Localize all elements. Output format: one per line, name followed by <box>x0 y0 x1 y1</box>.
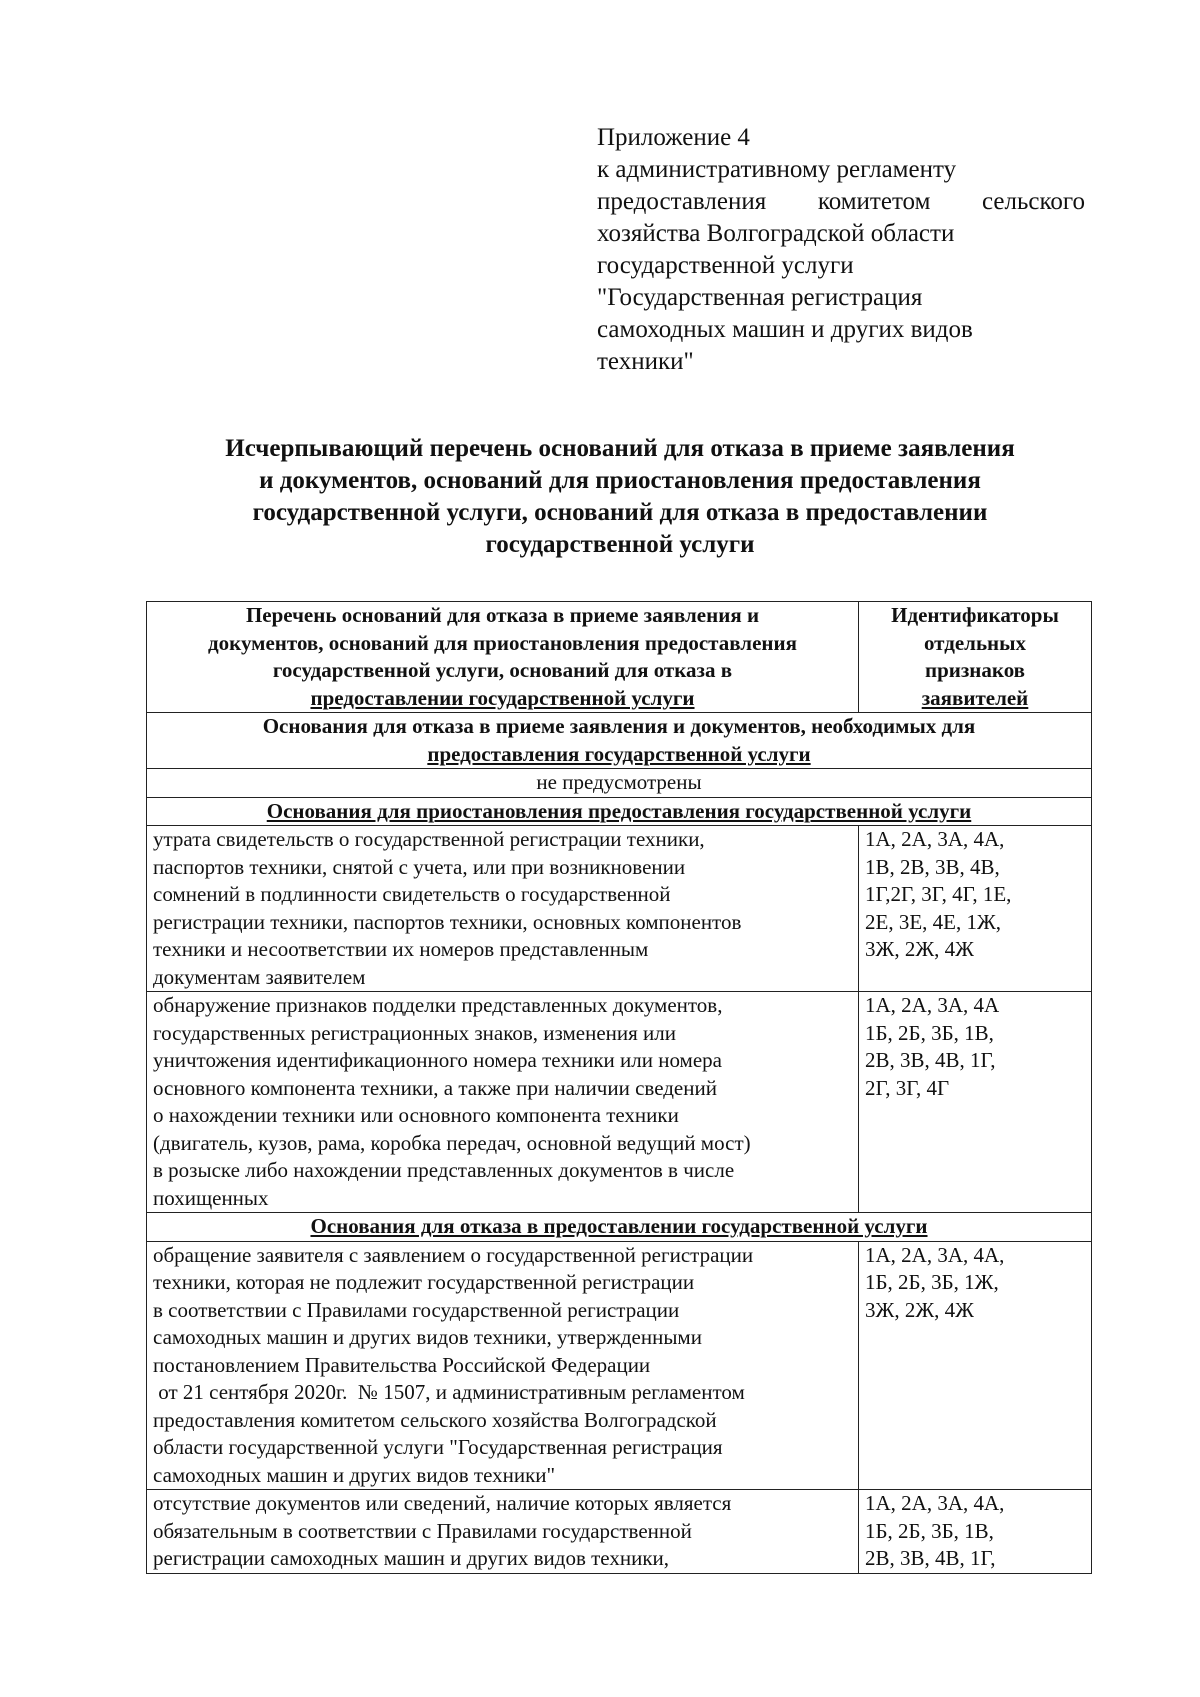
id-line: 1Б, 2Б, 3Б, 1В, <box>865 1518 994 1543</box>
id-line: 3Ж, 2Ж, 4Ж <box>865 937 974 961</box>
id-line: 1А, 2А, 3А, 4А, <box>865 827 1005 851</box>
text-line: о нахождении техники или основного компонента техники <box>153 1103 679 1127</box>
text-line: основного компонента техники, а также при наличии сведений <box>153 1075 717 1100</box>
id-line: 2Е, 3Е, 4Е, 1Ж, <box>865 909 1002 934</box>
appendix-line: "Государственная регистрация <box>597 284 923 311</box>
text-line: в соответствии с Правилами государственной регистрации <box>153 1297 680 1322</box>
section-line: предоставления государственной услуги <box>427 741 811 766</box>
appendix-line-justified <box>597 186 1085 218</box>
text-line: уничтожения идентификационного номера техники или номера <box>153 1048 722 1072</box>
document-title <box>160 433 1080 561</box>
text-line: отсутствие документов или сведений, наличие которых является <box>153 1491 732 1515</box>
title-line: государственной услуги <box>485 531 755 558</box>
text-line: области государственной услуги "Государственная регистрация <box>153 1435 723 1459</box>
table-row <box>147 826 1092 992</box>
text-line: обнаружение признаков подделки представленных документов, <box>153 993 723 1017</box>
ground-text-cell <box>147 1490 859 1574</box>
identifiers-cell <box>859 1241 1092 1490</box>
id-line: 1Б, 2Б, 3Б, 1Ж, <box>865 1270 999 1294</box>
appendix-line: Приложение 4 <box>597 124 750 151</box>
header-cell-grounds <box>147 602 859 713</box>
header-line: отдельных <box>923 630 1027 655</box>
text-line: обязательным в соответствии с Правилами государственной <box>153 1518 692 1543</box>
appendix-word: комитетом <box>817 188 931 215</box>
identifiers-cell <box>859 826 1092 992</box>
text-line: обращение заявителя с заявлением о государственной регистрации <box>153 1242 754 1267</box>
text-line: регистрации техники, паспортов техники, основных компонентов <box>153 909 742 934</box>
section-title-suspension <box>147 797 1092 826</box>
title-line: Исчерпывающий перечень оснований для отказа в приеме заявления <box>225 435 1015 462</box>
text-line: техники и несоответствии их номеров представленным <box>153 937 649 961</box>
section-row <box>147 1213 1092 1242</box>
id-line: 1В, 2В, 3В, 4В, <box>865 854 1000 879</box>
header-line: заявителей <box>921 685 1029 710</box>
section-row <box>147 713 1092 769</box>
section-line: Основания для отказа в приеме заявления и документов, необходимых для <box>262 714 976 738</box>
appendix-word: сельского <box>982 188 1085 215</box>
text-line: (двигатель, кузов, рама, коробка передач, основной ведущий мост) <box>153 1130 751 1155</box>
header-line: признаков <box>924 658 1026 682</box>
text-line: техники, которая не подлежит государственной регистрации <box>153 1270 695 1294</box>
section-title-refusal-provision <box>147 1213 1092 1242</box>
appendix-line: самоходных машин и других видов <box>597 316 973 343</box>
text-line: постановлением Правительства Российской Федерации <box>153 1352 651 1377</box>
appendix-line: к административному регламенту <box>597 156 957 183</box>
id-line: 2Г, 3Г, 4Г <box>865 1075 950 1100</box>
table-header-row <box>147 602 1092 713</box>
table-row <box>147 992 1092 1213</box>
grounds-table <box>146 601 1092 1574</box>
id-line: 1А, 2А, 3А, 4А, <box>865 1242 1005 1267</box>
ground-text-cell <box>147 826 859 992</box>
not-provided-note: не предусмотрены <box>147 769 1092 798</box>
id-line: 2В, 3В, 4В, 1Г, <box>865 1048 996 1072</box>
title-line: государственной услуги, оснований для отказа в предоставлении <box>252 499 988 526</box>
ground-text-cell <box>147 992 859 1213</box>
header-line: Идентификаторы <box>891 603 1059 627</box>
text-line: сомнений в подлинности свидетельств о государственной <box>153 882 671 906</box>
table-row <box>147 769 1092 798</box>
appendix-line: техники" <box>597 348 694 375</box>
ground-text-cell <box>147 1241 859 1490</box>
header-cell-identifiers <box>859 602 1092 713</box>
header-line: предоставлении государственной услуги <box>310 685 695 710</box>
text-line: регистрации самоходных машин и других видов техники, <box>153 1546 670 1570</box>
header-line: государственной услуги, оснований для отказа в <box>272 658 733 682</box>
id-line: 1Г,2Г, 3Г, 4Г, 1Е, <box>865 882 1012 906</box>
text-line: в розыске либо нахождении представленных документов в числе <box>153 1158 735 1182</box>
text-line: утрата свидетельств о государственной регистрации техники, <box>153 827 705 851</box>
text-line: документам заявителем <box>153 964 366 989</box>
id-line: 2В, 3В, 4В, 1Г, <box>865 1546 996 1570</box>
section-line: Основания для отказа в предоставлении государственной услуги <box>310 1214 928 1238</box>
text-line: самоходных машин и других видов техники" <box>153 1462 556 1487</box>
id-line: 1А, 2А, 3А, 4А <box>865 993 1000 1017</box>
header-line: Перечень оснований для отказа в приеме заявления и <box>245 603 760 627</box>
text-line: государственных регистрационных знаков, изменения или <box>153 1020 677 1045</box>
title-line: и документов, оснований для приостановления предоставления <box>259 467 981 494</box>
appendix-line: государственной услуги <box>597 252 854 279</box>
text-line: самоходных машин и других видов техники, утвержденными <box>153 1325 702 1349</box>
text-line: от 21 сентября 2020г. № 1507, и административным регламентом <box>153 1380 745 1404</box>
header-line: документов, оснований для приостановления предоставления <box>208 630 797 655</box>
id-line: 3Ж, 2Ж, 4Ж <box>865 1297 974 1322</box>
appendix-line: хозяйства Волгоградской области <box>597 220 955 247</box>
appendix-header <box>597 122 1085 378</box>
appendix-word: предоставления <box>597 188 767 215</box>
table-row <box>147 1490 1092 1574</box>
identifiers-cell <box>859 992 1092 1213</box>
table-row <box>147 1241 1092 1490</box>
identifiers-cell <box>859 1490 1092 1574</box>
section-line: Основания для приостановления предоставления государственной услуги <box>266 798 972 823</box>
text-line: предоставления комитетом сельского хозяйства Волгоградской <box>153 1407 717 1432</box>
section-row <box>147 797 1092 826</box>
text-line: похищенных <box>153 1185 269 1210</box>
id-line: 1Б, 2Б, 3Б, 1В, <box>865 1020 994 1045</box>
text-line: паспортов техники, снятой с учета, или при возникновении <box>153 854 686 879</box>
section-title-refusal-acceptance <box>147 713 1092 769</box>
id-line: 1А, 2А, 3А, 4А, <box>865 1491 1005 1515</box>
